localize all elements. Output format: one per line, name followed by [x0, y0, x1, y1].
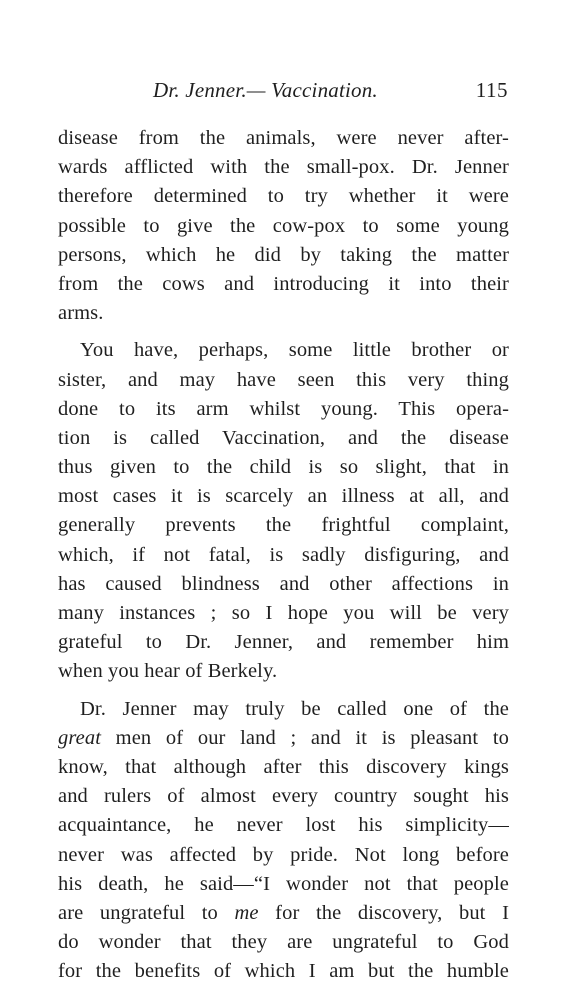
text-run: which, if not fatal, is sadly disfiguring, and: [58, 543, 509, 566]
text-line: [58, 782, 509, 811]
text-run: know, that although after this discovery kings: [58, 755, 509, 778]
text-run: when you hear of Berkely.: [58, 660, 278, 683]
text-line: [58, 336, 509, 365]
running-title: Dr. Jenner.— Vaccination.: [153, 78, 378, 102]
text-line: [58, 695, 509, 724]
text-run: tion is called Vaccination, and the disease: [58, 426, 509, 449]
text-run: do wonder that they are ungrateful to God: [58, 931, 509, 954]
text-run: for the benefits of which I am but the humble: [58, 960, 509, 983]
text-run: Dr. Jenner may truly be called one of the: [80, 697, 509, 720]
paragraph: [58, 695, 509, 987]
text-run: therefore determined to try whether it were: [58, 185, 509, 208]
text-run: done to its arm whilst young. This opera-: [58, 397, 509, 420]
text-line: [58, 957, 509, 986]
text-line: [58, 724, 509, 753]
text-line: [58, 928, 509, 957]
paragraph: [58, 336, 509, 686]
text-line: [58, 628, 509, 657]
text-line: [58, 395, 509, 424]
text-line: [58, 899, 509, 928]
text-line: [58, 366, 509, 395]
running-head: [58, 78, 508, 112]
text-line: [58, 841, 509, 870]
paragraph: [58, 124, 509, 328]
text-run: wards afflicted with the small-pox. Dr. Jenner: [58, 156, 509, 179]
text-run: many instances ; so I hope you will be very: [58, 602, 509, 624]
text-run: for the discovery, but I: [258, 901, 509, 924]
text-run: disease from the animals, were never after-: [58, 127, 509, 149]
text-line: [58, 753, 509, 782]
text-run: acquaintance, he never lost his simplicity—: [58, 814, 509, 837]
text-run: generally prevents the frightful complaint,: [58, 514, 509, 537]
text-run: thus given to the child is so slight, that in: [58, 456, 509, 479]
text-run: men of our land ; and it is pleasant to: [101, 726, 509, 749]
text-run: his death, he said—“I wonder not that people: [58, 872, 509, 895]
body-text: [58, 124, 509, 986]
paragraph-gap: [58, 328, 509, 336]
text-run: are ungrateful to: [58, 901, 235, 924]
text-line: [58, 124, 509, 153]
text-line: [58, 541, 509, 570]
text-line: [58, 153, 509, 182]
text-run: and rulers of almost every country sought his: [58, 785, 509, 808]
text-line: [58, 424, 509, 453]
text-run: sister, and may have seen this very thing: [58, 368, 509, 391]
page-number: 115: [475, 78, 508, 102]
text-line: [58, 182, 509, 211]
italic-text: me: [234, 901, 259, 924]
text-run: arms.: [58, 302, 104, 325]
text-run: persons, which he did by taking the matter: [58, 243, 509, 266]
text-run: most cases it is scarcely an illness at all, and: [58, 485, 509, 508]
text-run: has caused blindness and other affections in: [58, 572, 509, 595]
paragraph-gap: [58, 687, 509, 695]
italic-text: great: [58, 726, 102, 749]
text-line: [58, 482, 509, 511]
text-line: [58, 270, 509, 299]
text-run: never was affected by pride. Not long before: [58, 843, 509, 866]
text-run: grateful to Dr. Jenner, and remember him: [58, 631, 509, 654]
text-run: from the cows and introducing it into their: [58, 272, 509, 295]
text-line: [58, 599, 509, 628]
text-line: [58, 657, 509, 686]
text-line: [58, 299, 509, 328]
text-line: [58, 241, 509, 270]
text-line: [58, 811, 509, 840]
text-line: [58, 453, 509, 482]
text-run: possible to give the cow-pox to some young: [58, 214, 509, 237]
text-run: You have, perhaps, some little brother or: [80, 339, 509, 362]
text-line: [58, 511, 509, 540]
text-line: [58, 570, 509, 599]
text-line: [58, 870, 509, 899]
text-line: [58, 212, 509, 241]
